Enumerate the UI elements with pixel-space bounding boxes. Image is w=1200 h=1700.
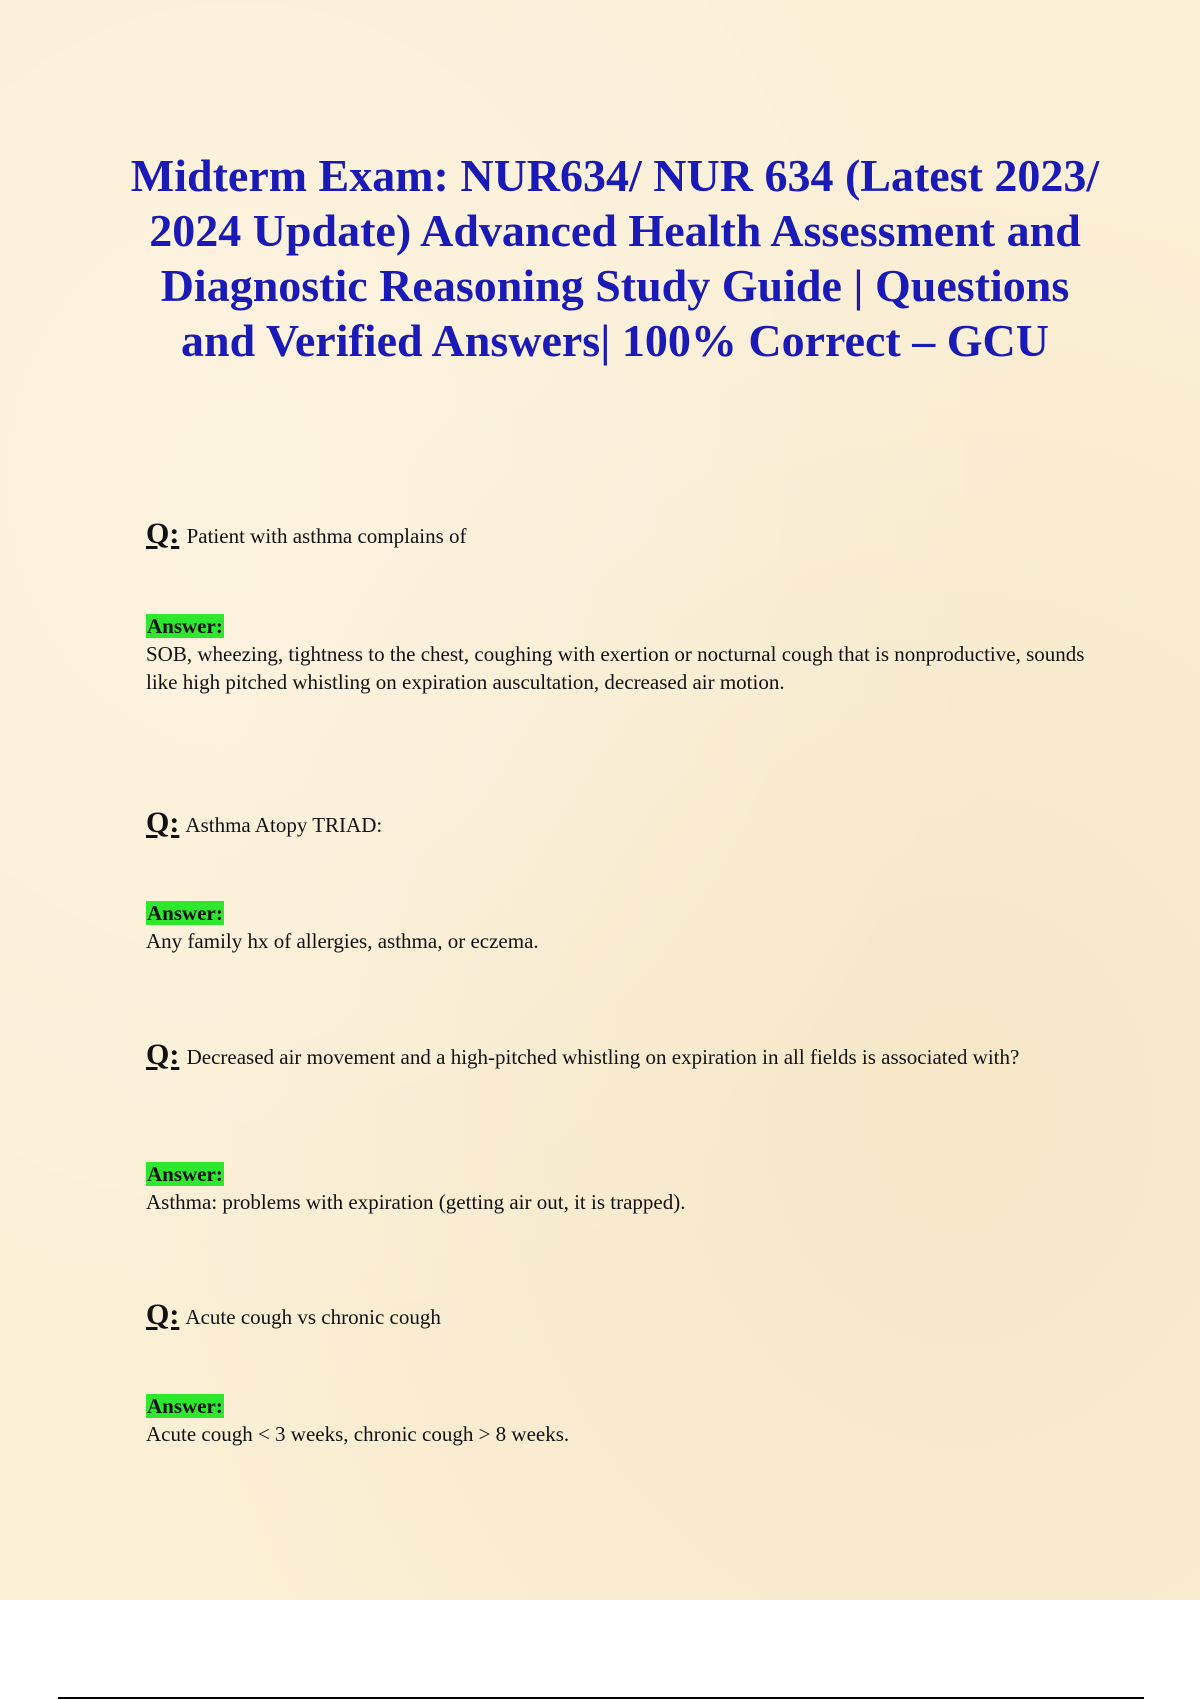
- question-marker: Q:: [146, 517, 180, 550]
- question: [146, 1038, 1096, 1071]
- answer-label: Answer:: [147, 901, 223, 925]
- question-marker: Q:: [146, 806, 180, 839]
- answer: [146, 899, 1096, 955]
- question-text: Decreased air movement and a high-pitched whistling on expiration in all fields is associated with?: [186, 1045, 1020, 1069]
- qa-item: [146, 1038, 1096, 1071]
- answer-text: Asthma: problems with expiration (getting air out, it is trapped).: [146, 1190, 686, 1214]
- question-text: Acute cough vs chronic cough: [185, 1305, 441, 1329]
- question: [146, 517, 1096, 550]
- answer: [146, 612, 1096, 696]
- question-text: Patient with asthma complains of: [186, 524, 467, 548]
- question: [146, 1298, 1096, 1331]
- answer: [146, 1160, 1096, 1216]
- qa-item: [146, 1298, 1096, 1331]
- qa-item: [146, 517, 1096, 550]
- answer-text: Any family hx of allergies, asthma, or eczema.: [146, 929, 539, 953]
- question-marker: Q:: [146, 1298, 180, 1331]
- question-marker: Q:: [146, 1038, 180, 1071]
- answer-text: SOB, wheezing, tightness to the chest, coughing with exertion or nocturnal cough that is nonproductive, sounds like high pitched whistling on expiration auscultation, decreased air motion.: [146, 642, 1085, 694]
- answer-text: Acute cough < 3 weeks, chronic cough > 8 weeks.: [146, 1422, 570, 1446]
- question-text: Asthma Atopy TRIAD:: [185, 813, 383, 837]
- answer-label: Answer:: [147, 1162, 223, 1186]
- answer-label: Answer:: [147, 1394, 223, 1418]
- answer-label: Answer:: [147, 614, 223, 638]
- document-title: Midterm Exam: NUR634/ NUR 634 (Latest 2023/ 2024 Update) Advanced Health Assessment and Diagnostic Reasoning Study Guide | Questions and Verified Answers| 100% Correct – GCU: [130, 150, 1100, 366]
- answer: [146, 1392, 1096, 1448]
- question: [146, 806, 1096, 839]
- qa-item: [146, 806, 1096, 839]
- footer-divider: [58, 1697, 1144, 1699]
